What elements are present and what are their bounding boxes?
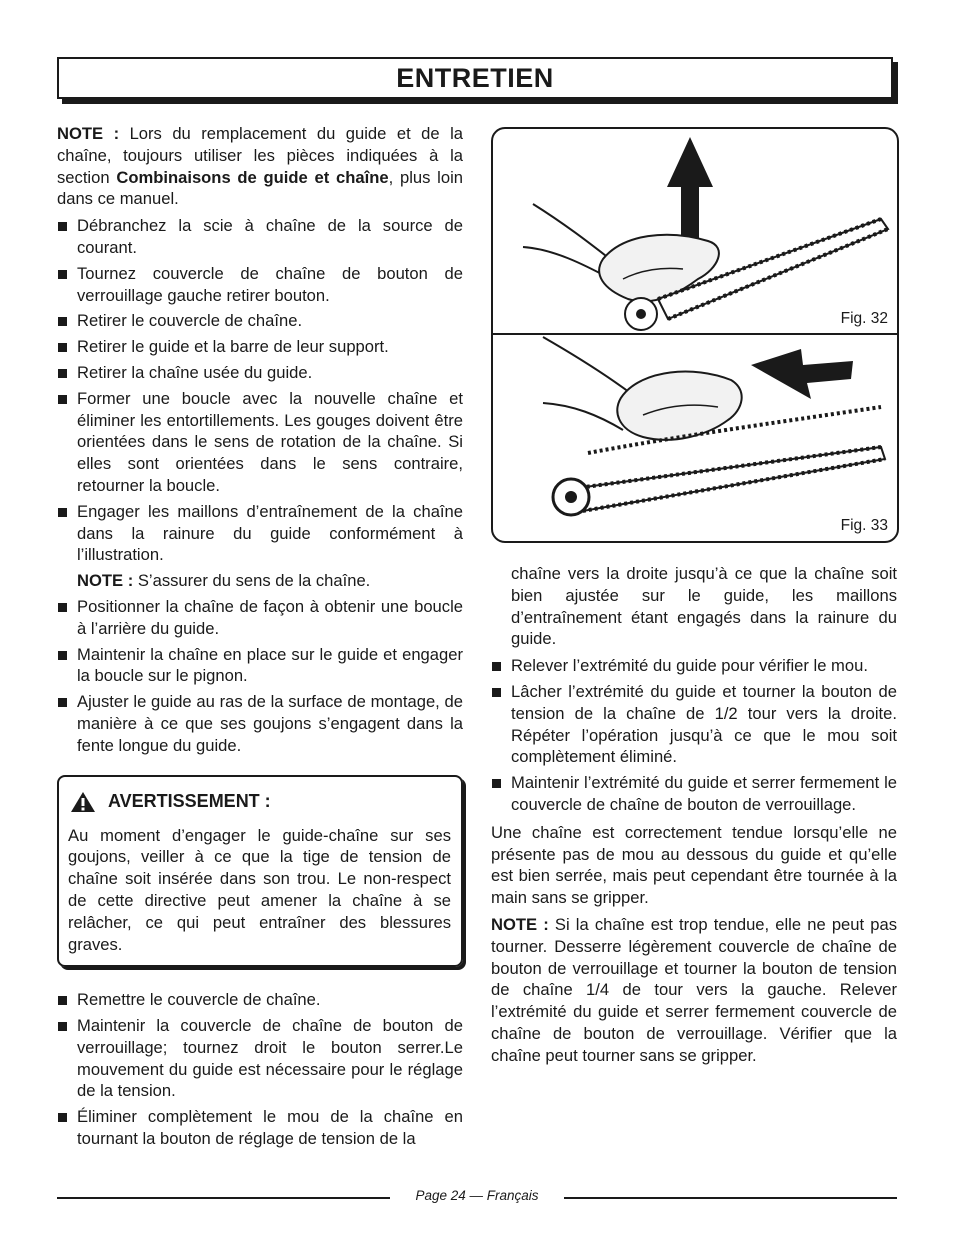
list-item: Tournez couvercle de chaîne de bouton de verrouillage gauche retirer bouton. xyxy=(57,263,463,307)
list-item: Former une boucle avec la nouvelle chaîne et éliminer les entortillements. Les gouges doivent être orientées dans le sens de rotation de la chaîne. Si elles sont orientées dans le sens contraire, retourner la boucle. xyxy=(57,388,463,497)
list-item: Retirer le couvercle de chaîne. xyxy=(57,310,463,332)
continued-text: chaîne vers la droite jusqu’à ce que la chaîne soit bien ajustée sur le guide, les maillons d’entraînement étant engagés dans la rainure du guide. xyxy=(511,564,897,649)
figure-32 xyxy=(491,127,899,336)
intro-note xyxy=(57,123,463,210)
list-item: Éliminer complètement le mou de la chaîne en tournant la bouton de réglage de tension de la xyxy=(57,1106,463,1150)
list-item: Maintenir l’extrémité du guide et serrer fermement le couvercle de chaîne de bouton de verrouillage. xyxy=(491,772,897,816)
note-text: S’assurer du sens de la chaîne. xyxy=(133,571,371,591)
note-text-pre: Lors du remplacement du guide et de la chaîne, toujours utiliser les pièces indiquées à la section xyxy=(57,124,463,187)
figure-33 xyxy=(491,333,899,543)
list-item: Maintenir la couvercle de chaîne de bouton de verrouillage; tournez droit le bouton serrer.Le mouvement du guide est nécessaire pour le réglage de la tension. xyxy=(57,1015,463,1102)
footer-rule-left xyxy=(57,1197,390,1199)
chain-direction-note xyxy=(57,570,463,592)
tension-paragraph: Une chaîne est correctement tendue lorsqu’elle ne présente pas de mou au dessous du guide et qu’elle est bien serrée, mais peut cependant être tournée à la main sans se gripper. xyxy=(491,822,897,908)
note-text-bold: Combinaisons de guide et chaîne xyxy=(116,167,389,187)
figure-32-label: Fig. 32 xyxy=(840,310,888,327)
footer-rule-right xyxy=(564,1197,897,1199)
figure-33-label: Fig. 33 xyxy=(840,517,888,534)
warning-triangle-icon xyxy=(70,791,96,813)
note-label: NOTE : xyxy=(57,124,120,143)
warning-title: AVERTISSEMENT : xyxy=(108,790,271,811)
note-text: Si la chaîne est trop tendue, elle ne peut pas tourner. Desserre légèrement couvercle de chaîne de bouton de verrouillage et tourner la bouton de tension de chaîne 1/4 de tour vers la gauche. Relever l’extrémité du guide et serrer fermement couvercle de chaîne de bouton de verrouillage. Vérifier que la chaîne peut tourner sans se gripper. xyxy=(491,914,898,1065)
note-label: NOTE : xyxy=(77,571,134,591)
list-item: Engager les maillons d’entraînement de la chaîne dans la rainure du guide conformément à l’illustration. xyxy=(57,501,463,566)
left-column xyxy=(57,123,463,1154)
warning-text: Au moment d’engager le guide-chaîne sur ses goujons, veiller à ce que la tige de tension de chaîne soit insérée dans son trou. Le non-respect de cette directive peut amener la chaîne à se relâcher, ce qui peut entraîner des blessures graves. xyxy=(68,825,451,954)
page-footer: Page 24 — Français xyxy=(415,1188,539,1203)
list-item: Relever l’extrémité du guide pour vérifier le mou. xyxy=(491,655,897,677)
list-item: Débranchez la scie à chaîne de la source de courant. xyxy=(57,215,463,259)
warning-header xyxy=(70,791,451,813)
warning-box xyxy=(57,775,463,968)
list-item: Positionner la chaîne de façon à obtenir une boucle à l’arrière du guide. xyxy=(57,596,463,640)
list-item: Lâcher l’extrémité du guide et tourner la bouton de tension de la chaîne de 1/2 tour vers la droite. Répéter l’opération jusqu’à ce que le mou soit complètement éliminé. xyxy=(491,681,897,768)
tension-note xyxy=(491,914,897,1067)
figure-32-illustration xyxy=(493,129,897,334)
note-label: NOTE : xyxy=(491,914,549,934)
list-item: Retirer le guide et la barre de leur support. xyxy=(57,336,463,358)
list-item: Ajuster le guide au ras de la surface de montage, de manière à ce que ses goujons s’engagent dans la fente longue du guide. xyxy=(57,691,463,756)
list-item: Remettre le couvercle de chaîne. xyxy=(57,989,463,1011)
section-title-box xyxy=(57,57,893,99)
note-text-post: , plus loin dans ce manuel. xyxy=(57,167,464,209)
list-item: Retirer la chaîne usée du guide. xyxy=(57,362,463,384)
right-column xyxy=(491,563,897,1072)
page-title: ENTRETIEN xyxy=(396,63,554,93)
figure-33-illustration xyxy=(493,335,897,541)
list-item: Maintenir la chaîne en place sur le guide et engager la boucle sur le pignon. xyxy=(57,644,463,688)
